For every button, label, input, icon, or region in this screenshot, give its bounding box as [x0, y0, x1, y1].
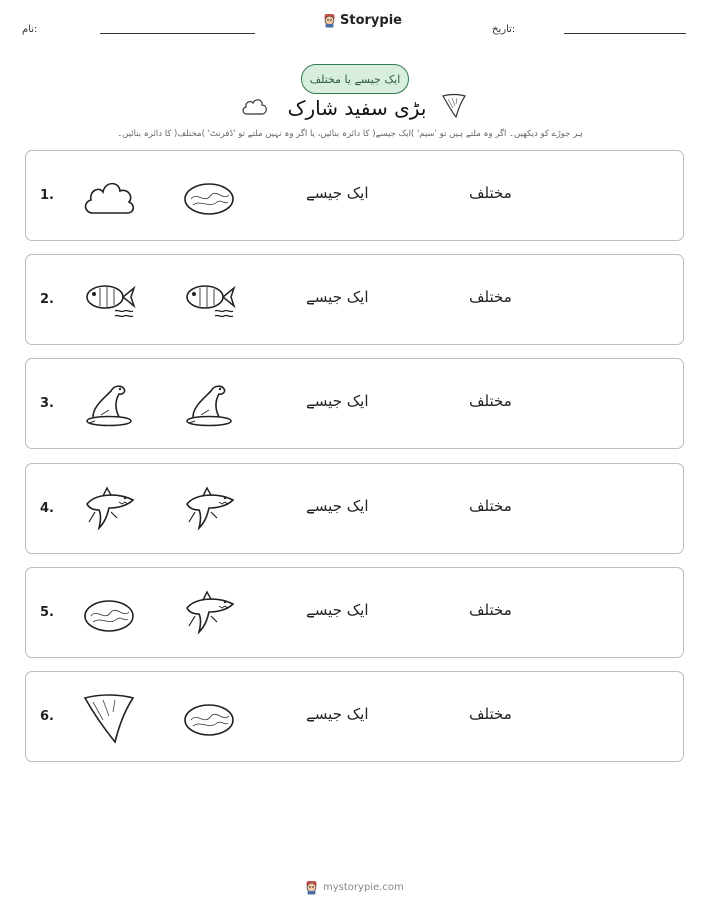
option-same[interactable]: ایک جیسے	[306, 288, 369, 306]
stone-icon	[81, 586, 137, 642]
date-label: تاریخ:	[492, 24, 516, 35]
question-row-6	[25, 671, 684, 762]
brand-name: Storypie	[340, 13, 402, 28]
fish-icon	[81, 273, 137, 329]
question-number: 4.	[40, 501, 54, 516]
stone-icon	[181, 169, 237, 225]
seal-icon	[81, 377, 137, 433]
question-number: 2.	[40, 292, 54, 307]
option-different[interactable]: مختلف	[469, 601, 512, 619]
option-same[interactable]: ایک جیسے	[306, 601, 369, 619]
question-number: 1.	[40, 188, 54, 203]
name-label: نام:	[22, 24, 38, 35]
option-same[interactable]: ایک جیسے	[306, 705, 369, 723]
question-row-4	[25, 463, 684, 554]
shark-icon	[181, 482, 237, 538]
storypie-mascot-icon	[305, 880, 318, 895]
worksheet-type-badge: ایک جیسے یا مختلف	[301, 64, 409, 94]
shark-icon	[81, 482, 137, 538]
stone-icon	[181, 690, 237, 746]
fish-icon	[181, 273, 237, 329]
question-row-1	[25, 150, 684, 241]
option-same[interactable]: ایک جیسے	[306, 392, 369, 410]
option-different[interactable]: مختلف	[469, 497, 512, 515]
page-title: بڑی سفید شارک	[287, 96, 427, 120]
question-number: 6.	[40, 709, 54, 724]
title-cloud-icon	[240, 96, 270, 118]
question-number: 3.	[40, 396, 54, 411]
title-shark-tooth-icon	[440, 90, 468, 120]
brand-logo	[323, 13, 402, 28]
option-different[interactable]: مختلف	[469, 392, 512, 410]
name-line[interactable]	[100, 33, 255, 34]
shark-icon	[181, 586, 237, 642]
seal-icon	[181, 377, 237, 433]
option-same[interactable]: ایک جیسے	[306, 497, 369, 515]
question-row-2	[25, 254, 684, 345]
footer-url[interactable]: mystorypie.com	[323, 882, 404, 893]
date-line[interactable]	[564, 33, 686, 34]
instructions: ہر جوڑے کو دیکھیں۔ اگر وہ ملتے ہیں تو 'سیم' )ایک جیسے( کا دائرہ بنائیں، یا اگر وہ نہیں ملتے تو 'ڈفرنٹ' )مختلف( کا دائرہ بنائیں۔	[117, 129, 583, 139]
option-different[interactable]: مختلف	[469, 184, 512, 202]
footer	[305, 880, 404, 895]
option-different[interactable]: مختلف	[469, 288, 512, 306]
storypie-mascot-icon	[323, 13, 336, 28]
option-same[interactable]: ایک جیسے	[306, 184, 369, 202]
question-row-5	[25, 567, 684, 658]
cloud-icon	[81, 169, 137, 225]
option-different[interactable]: مختلف	[469, 705, 512, 723]
shark-tooth-icon	[81, 690, 137, 746]
question-number: 5.	[40, 605, 54, 620]
question-row-3	[25, 358, 684, 449]
